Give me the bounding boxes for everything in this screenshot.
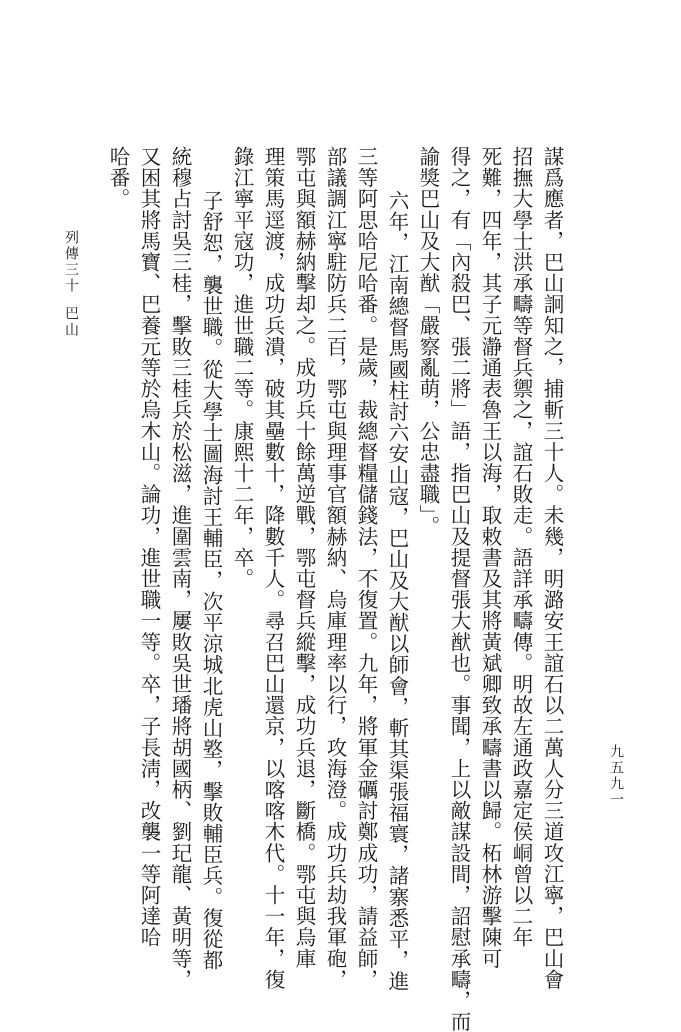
text-column: 謀爲應者，巴山詗知之，捕斬三十人。未幾，明潞安王誼石以二萬人分三道攻江寧，巴山會 (540, 146, 564, 990)
text-column: 理策馬逕渡，成功兵潰，破其壘數十，降數千人。尋召巴山還京，以喀喀木代。十一年，復 (261, 146, 285, 990)
text-column: 六年，江南總督馬國柱討六安山寇，巴山及大猷以師會，斬其渠張福寰，諸寨悉平，進 (385, 190, 409, 992)
text-column: 哈番。 (106, 146, 130, 210)
text-column: 得之，有「內殺巴、張二將」語，指巴山及提督張大猷也。事聞，上以敵謀設間，詔慰承疇，而 (447, 146, 471, 1032)
text-column: 招撫大學士洪承疇等督兵禦之，誼石敗走。語詳承疇傳。明故左通政嘉定侯峒曾以二年 (509, 146, 533, 948)
running-header-name: 巴山 (63, 306, 79, 338)
text-column: 部議調江寧駐防兵二百，鄂屯與理事官額赫納、烏庫理率以行，攻海澄。成功兵劫我軍砲， (323, 146, 347, 990)
page-number: 九五九一 (608, 744, 624, 808)
text-column: 三等阿思哈尼哈番。是歲，裁總督糧儲錢法，不復置。九年，將軍金礪討鄭成功，請益師， (354, 146, 378, 990)
text-column: 死難，四年，其子元瀞通表魯王以海，取敕書及其將黃斌卿致承疇書以歸。柘林游擊陳可 (478, 146, 502, 969)
text-column: 統穆占討吳三桂，擊敗三桂兵於松滋，進圍雲南，屢敗吳世璠將胡國柄、劉玘龍、黃明等， (168, 146, 192, 990)
running-header-title: 列傳三十 (63, 230, 79, 294)
text-column: 鄂屯與額赫納擊却之。成功兵十餘萬逆戰，鄂屯督兵縱擊，成功兵退，斷橋。鄂屯與烏庫 (292, 146, 316, 969)
text-column: 又困其將馬寶、巴養元等於烏木山。論功，進世職一等。卒，子長淸，改襲一等阿達哈 (137, 146, 161, 948)
text-column: 子舒恕，襲世職。從大學士圖海討王輔臣，次平涼城北虎山墪，擊敗輔臣兵。復從都 (199, 190, 223, 971)
text-column: 諭獎巴山及大猷「嚴察亂萌，公忠盡職」。 (416, 146, 440, 537)
text-column: 錄江寧平寇功，進世職二等。康熙十二年，卒。 (230, 146, 254, 590)
